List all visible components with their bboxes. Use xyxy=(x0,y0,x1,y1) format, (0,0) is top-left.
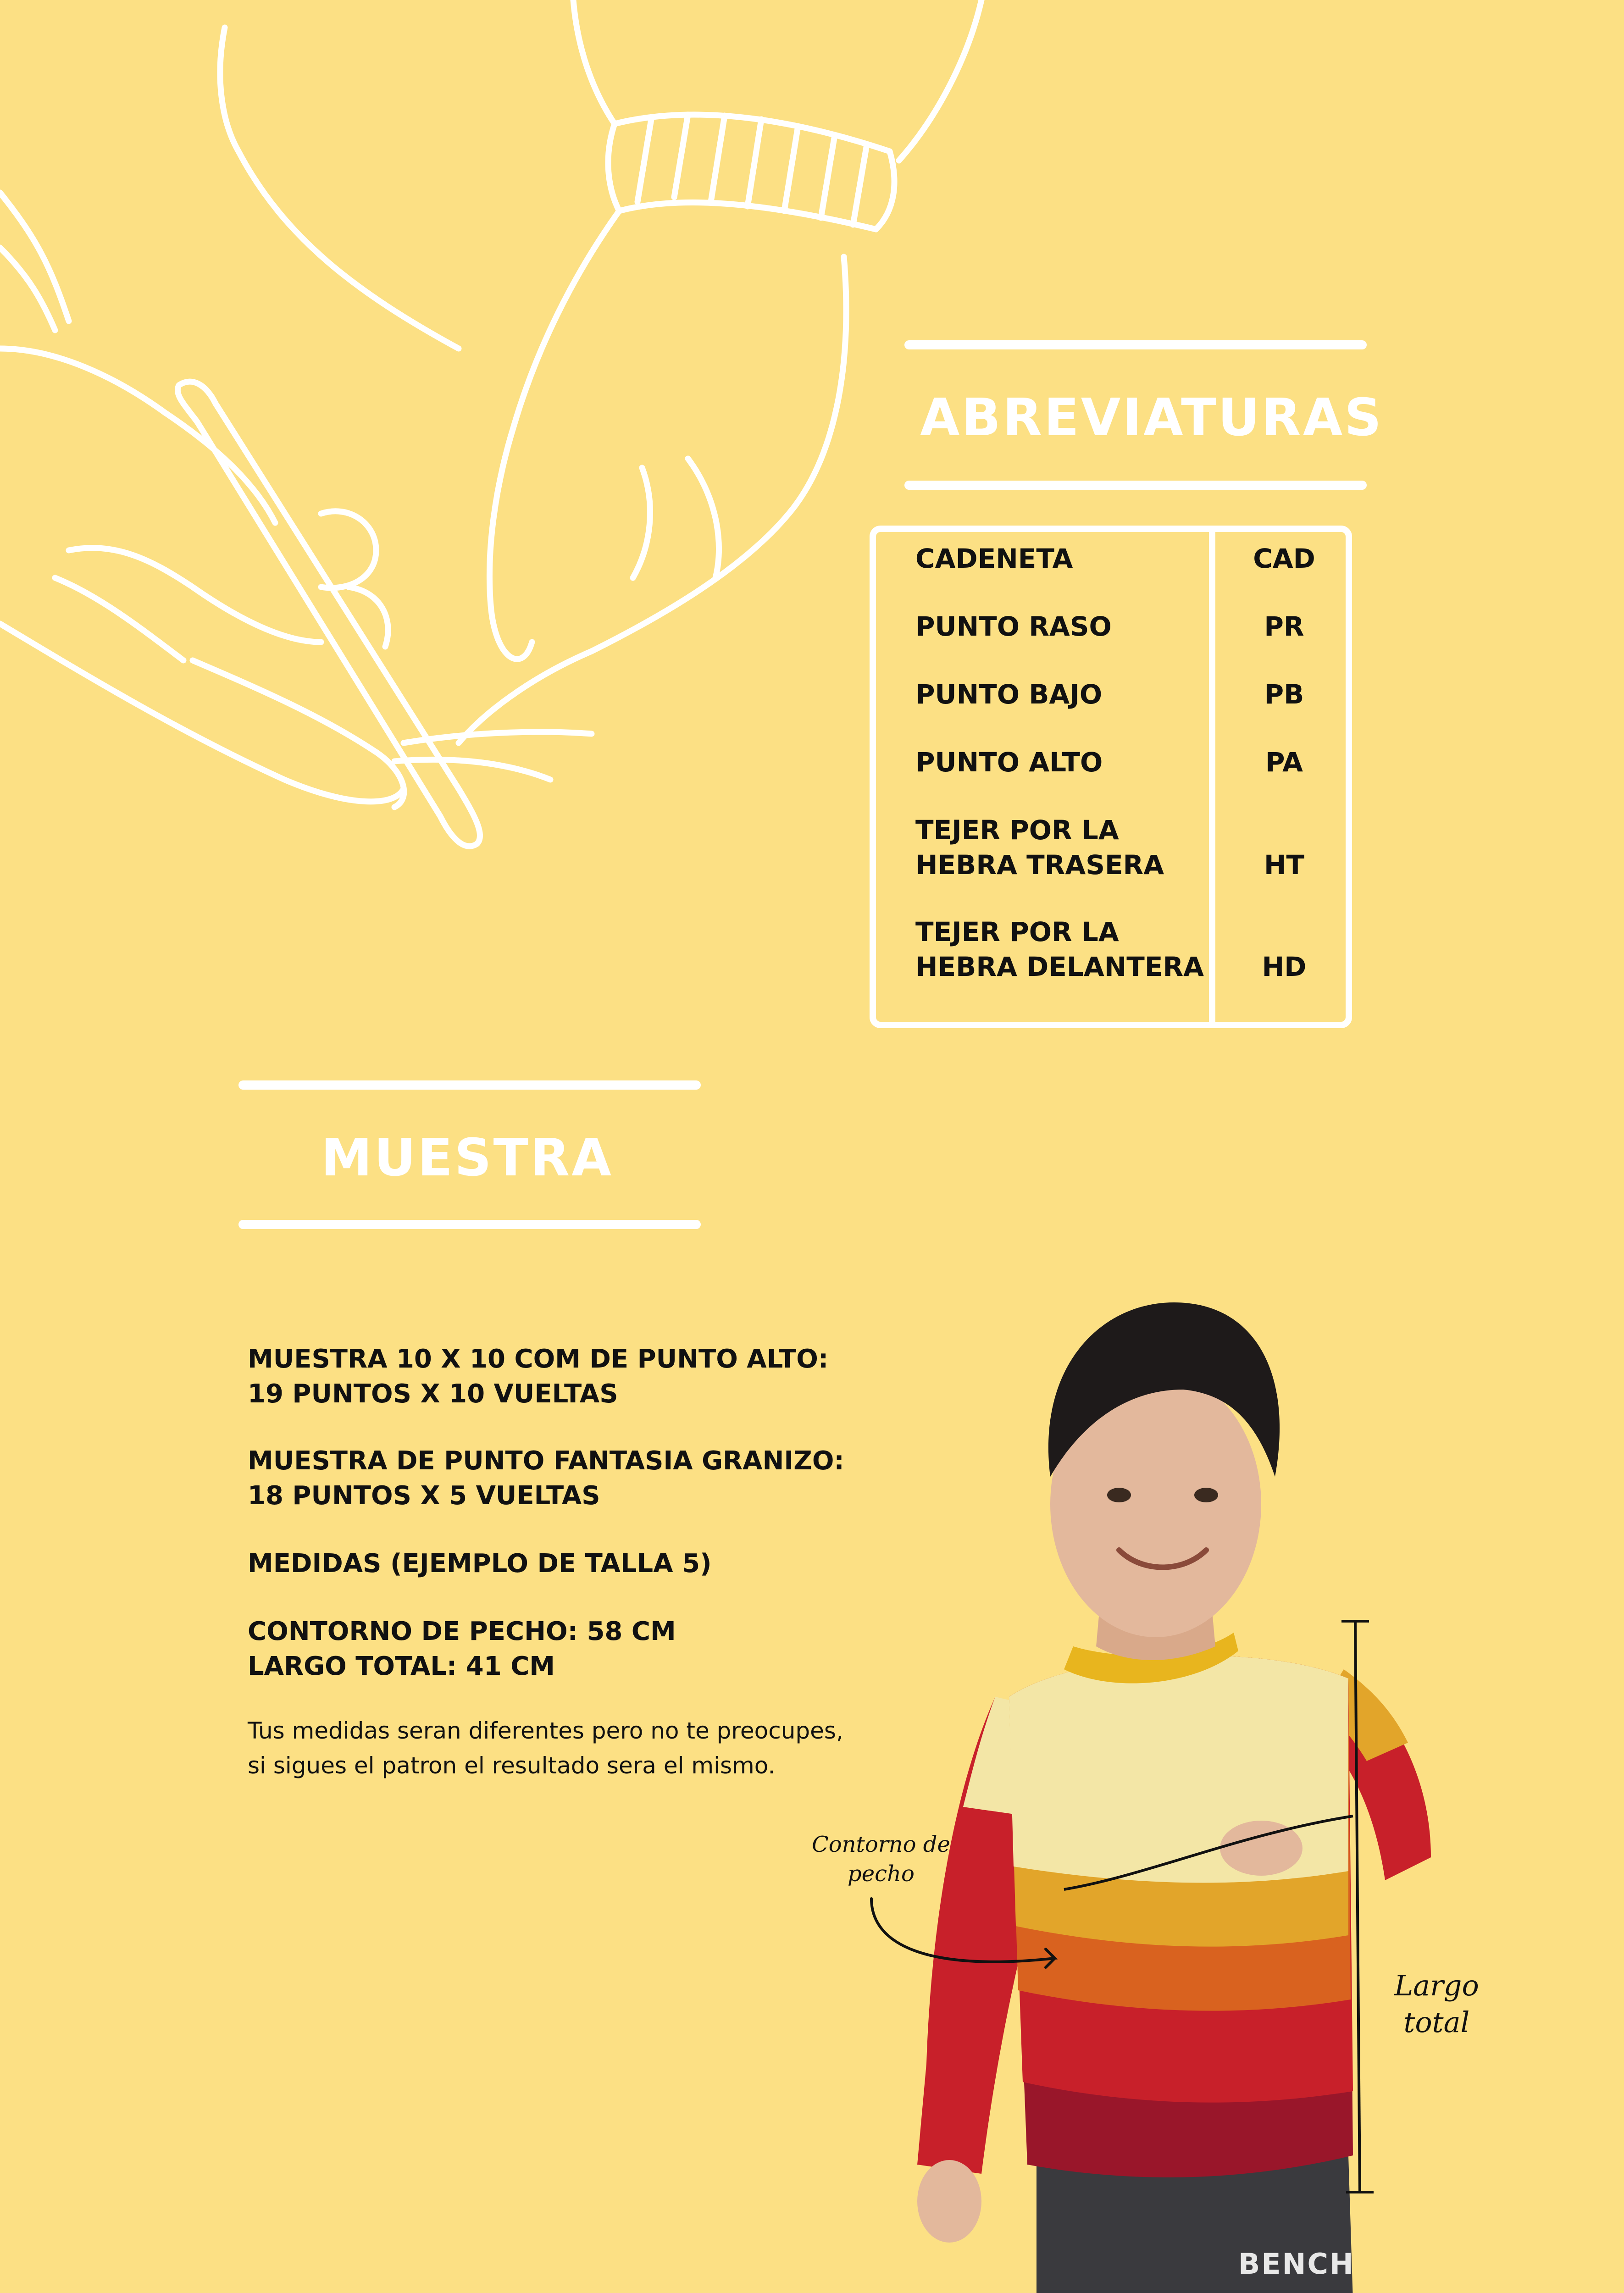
muestra-top-rule xyxy=(238,1080,701,1090)
gauge-punto-granizo: MUESTRA DE PUNTO FANTASIA GRANIZO: 18 PUNTOS X 5 VUELTAS xyxy=(248,1446,844,1511)
abbr-code-pb: PB xyxy=(1264,679,1304,710)
abbr-name-punto-raso: PUNTO RASO xyxy=(915,611,1112,642)
abbr-code-ht: HT xyxy=(1264,849,1305,881)
abbr-name-hebra-delantera: TEJER POR LA HEBRA DELANTERA xyxy=(915,916,1204,982)
abbr-code-pa: PA xyxy=(1265,747,1303,778)
muestra-title: MUESTRA xyxy=(321,1128,613,1188)
measurements-heading: MEDIDAS (EJEMPLO DE TALLA 5) xyxy=(248,1549,712,1579)
abreviaturas-top-rule xyxy=(904,340,1367,349)
abreviaturas-title: ABREVIATURAS xyxy=(920,388,1384,448)
hands-crochet-illustration xyxy=(0,0,1009,871)
abbr-code-cad: CAD xyxy=(1253,543,1315,574)
abbr-name-punto-alto: PUNTO ALTO xyxy=(915,747,1103,778)
abbr-name-cadeneta: CADENETA xyxy=(915,543,1073,574)
abbr-name-punto-bajo: PUNTO BAJO xyxy=(915,679,1103,710)
abbr-code-pr: PR xyxy=(1264,611,1304,642)
measurements-values: CONTORNO DE PECHO: 58 CM LARGO TOTAL: 41 CM xyxy=(248,1617,676,1681)
sizing-note: Tus medidas seran diferentes pero no te preocupes, si sigues el patron el resultado sera el mismo. xyxy=(248,1717,843,1779)
abbreviations-divider xyxy=(1209,532,1215,1022)
abreviaturas-bottom-rule xyxy=(904,481,1367,490)
gauge-punto-alto: MUESTRA 10 X 10 COM DE PUNTO ALTO: 19 PUNTOS X 10 VUELTAS xyxy=(248,1344,829,1409)
abbr-code-hd: HD xyxy=(1262,951,1307,982)
child-sweater-photo xyxy=(780,1284,1624,2293)
total-length-label: Largo total xyxy=(1394,1969,1479,2039)
pants-brand-label: BENCH xyxy=(1238,2247,1355,2281)
muestra-bottom-rule xyxy=(238,1220,701,1229)
abbreviations-table xyxy=(870,526,1352,1028)
abbr-name-hebra-trasera: TEJER POR LA HEBRA TRASERA xyxy=(915,814,1164,881)
chest-measure-label: Contorno de pecho xyxy=(812,1832,950,1887)
